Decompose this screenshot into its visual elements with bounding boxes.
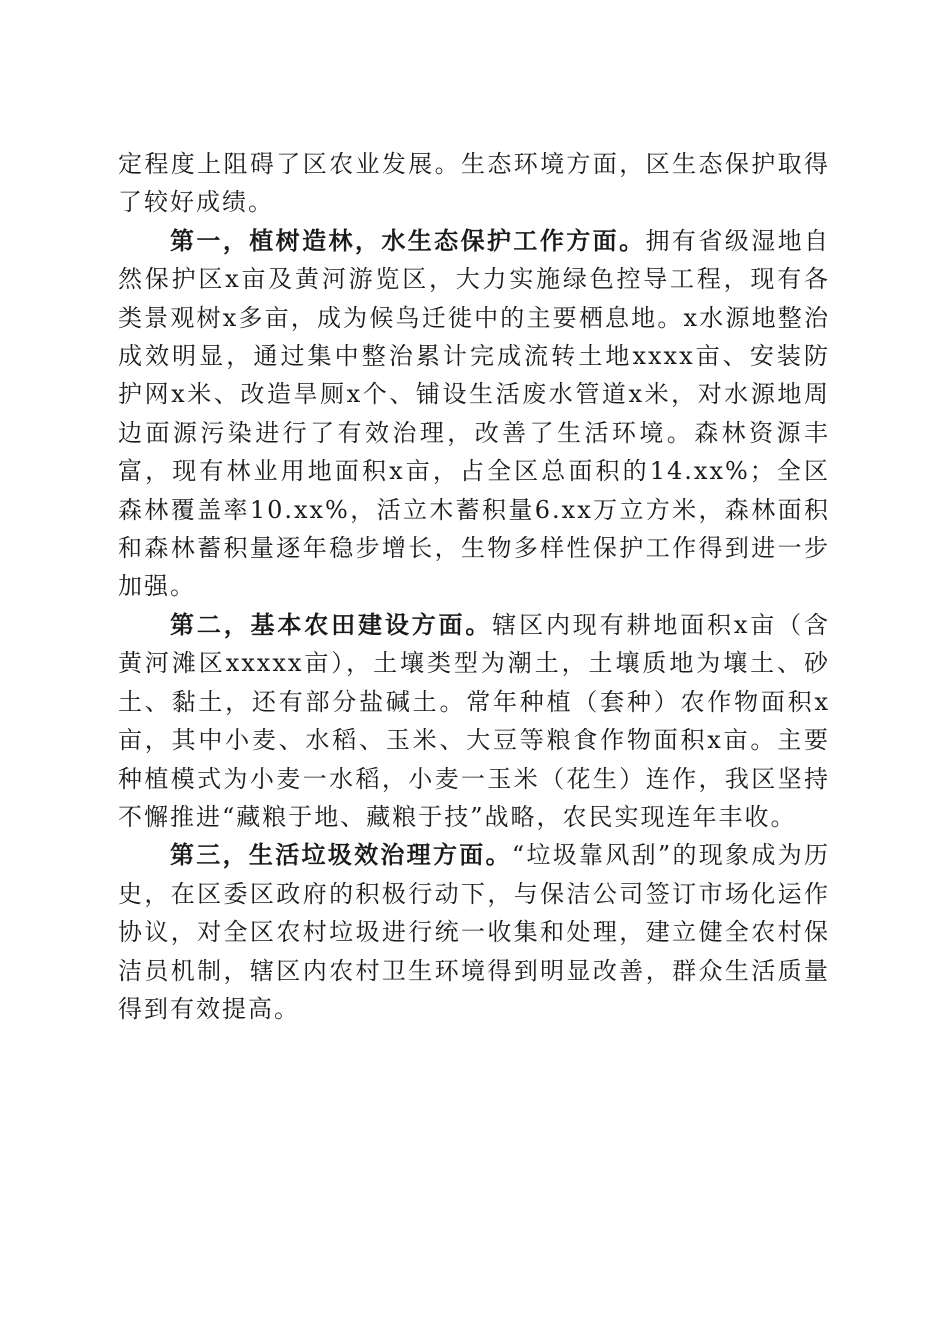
paragraph-farmland — [118, 606, 830, 836]
paragraph-text: 拥有省级湿地自然保护区x亩及黄河游览区，大力实施绿色控导工程，现有各类景观树x多亩，成为候鸟迁徙中的主要栖息地。x水源地整治成效明显，通过集中整治累计完成流转土地xxxx亩、安装防护网x米、改造旱厕x个、铺设生活废水管道x米，对水源地周边面源污染进行了有效治理，改善了生活环境。森林资源丰富，现有林业用地面积x亩，占全区总面积的14.xx%；全区森林覆盖率10.xx%，活立木蓄积量6.xx万立方米，森林面积和森林蓄积量逐年稳步增长，生物多样性保护工作得到进一步加强。 — [118, 226, 830, 601]
paragraph-text: 定程度上阻碍了区农业发展。生态环境方面，区生态保护取得了较好成绩。 — [118, 150, 830, 217]
paragraph-heading: 第三，生活垃圾效治理方面。 — [170, 841, 512, 870]
paragraph-continuation — [118, 145, 830, 222]
paragraph-text: “垃圾靠风刮”的现象成为历史，在区委区政府的积极行动下，与保洁公司签订市场化运作协议，对全区农村垃圾进行统一收集和处理，建立健全农村保洁员机制，辖区内农村卫生环境得到明显改善，群众生活质量得到有效提高。 — [118, 841, 830, 1023]
document-body — [118, 145, 830, 1028]
paragraph-afforestation — [118, 222, 830, 606]
paragraph-heading: 第二，基本农田建设方面。 — [170, 610, 493, 639]
paragraph-heading: 第一，植树造林，水生态保护工作方面。 — [170, 226, 646, 255]
paragraph-garbage — [118, 836, 830, 1028]
paragraph-text: 辖区内现有耕地面积x亩（含黄河滩区xxxxx亩），土壤类型为潮土，土壤质地为壤土、砂土、黏土，还有部分盐碱土。常年种植（套种）农作物面积x亩，其中小麦、水稻、玉米、大豆等粮食作物面积x亩。主要种植模式为小麦一水稻，小麦一玉米（花生）连作，我区坚持不懈推进“藏粮于地、藏粮于技”战略，农民实现连年丰收。 — [118, 610, 830, 831]
